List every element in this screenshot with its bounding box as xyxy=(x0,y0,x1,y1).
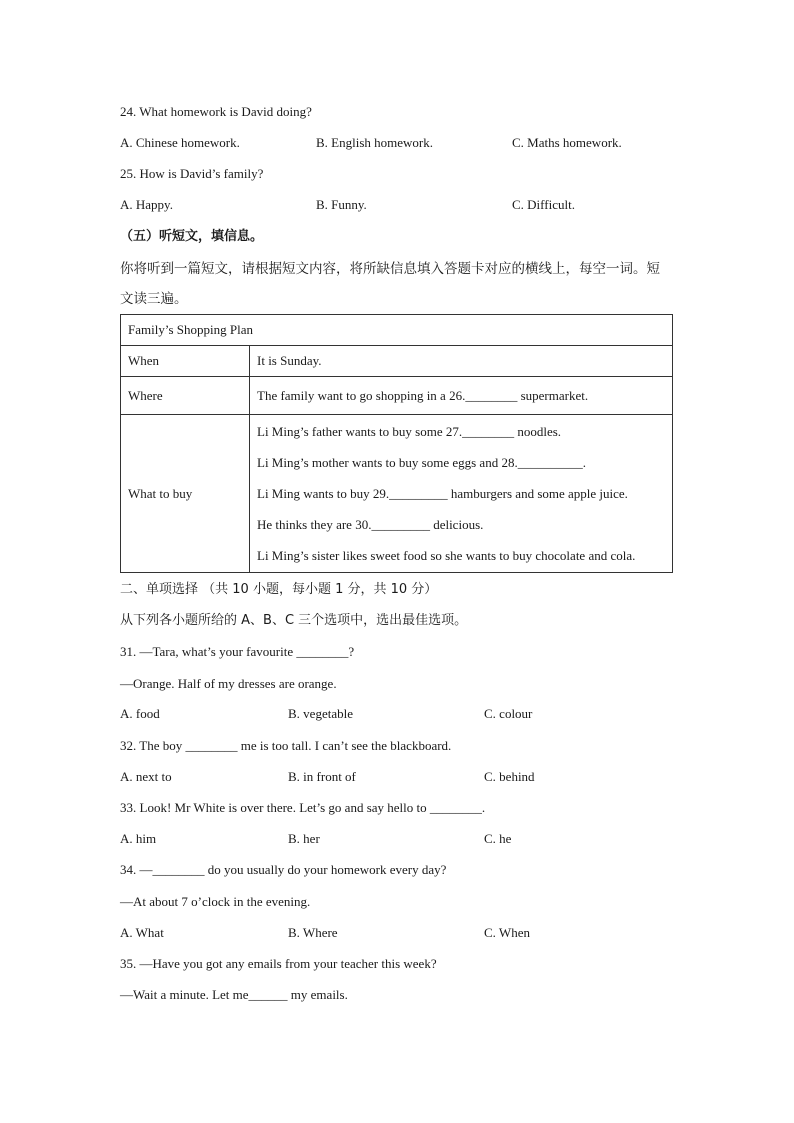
table-row xyxy=(121,415,673,573)
q24-option-c: C. Maths homework. xyxy=(512,135,622,150)
question-31: 31. —Tara, what’s your favourite ________? xyxy=(120,644,355,659)
q33-option-c: C. he xyxy=(484,831,512,846)
section-5-instruction-2: 文读三遍。 xyxy=(120,291,188,307)
buy-line-29: Li Ming wants to buy 29._________ hamburgers and some apple juice. xyxy=(257,485,628,501)
where-value: The family want to go shopping in a 26.________ supermarket. xyxy=(250,377,673,415)
q34-option-b: B. Where xyxy=(288,925,338,940)
part-2-heading: 二、单项选择 （共 10 小题，每小题 1 分，共 10 分） xyxy=(120,582,438,597)
q33-option-a: A. him xyxy=(120,831,157,846)
question-34: 34. —________ do you usually do your homework every day? xyxy=(120,862,447,877)
table-row xyxy=(121,346,673,377)
q34-option-a: A. What xyxy=(120,925,164,940)
q32-option-b: B. in front of xyxy=(288,769,356,784)
what-to-buy-cell xyxy=(250,415,673,573)
question-33: 33. Look! Mr White is over there. Let’s go and say hello to ________. xyxy=(120,800,486,815)
buy-line-27: Li Ming’s father wants to buy some 27.________ noodles. xyxy=(257,423,562,439)
q25-option-b: B. Funny. xyxy=(316,197,367,212)
q24-option-a: A. Chinese homework. xyxy=(120,135,240,150)
q34-option-c: C. When xyxy=(484,925,530,940)
q25-option-c: C. Difficult. xyxy=(512,197,575,212)
q25-option-a: A. Happy. xyxy=(120,197,173,212)
question-25: 25. How is David’s family? xyxy=(120,166,264,181)
q31-option-c: C. colour xyxy=(484,706,533,721)
question-32: 32. The boy ________ me is too tall. I can’t see the blackboard. xyxy=(120,738,452,753)
part-2-instruction: 从下列各小题所给的 A、B、C 三个选项中，选出最佳选项。 xyxy=(120,613,468,628)
section-5-instruction-1: 你将听到一篇短文，请根据短文内容，将所缺信息填入答题卡对应的横线上，每空一词。短 xyxy=(120,261,660,277)
shopping-plan-table xyxy=(120,314,673,573)
table-title: Family’s Shopping Plan xyxy=(121,315,673,346)
buy-line-28: Li Ming’s mother wants to buy some eggs and 28.__________. xyxy=(257,454,586,470)
when-value: It is Sunday. xyxy=(250,346,673,377)
question-34-answer: —At about 7 o’clock in the evening. xyxy=(120,894,311,909)
buy-line-30: He thinks they are 30._________ delicious. xyxy=(257,517,484,533)
when-label: When xyxy=(121,346,250,377)
table-row xyxy=(121,377,673,415)
question-24: 24. What homework is David doing? xyxy=(120,104,312,119)
question-31-answer: —Orange. Half of my dresses are orange. xyxy=(120,676,337,691)
q31-option-a: A. food xyxy=(120,706,160,721)
where-label: Where xyxy=(121,377,250,415)
question-35-answer: —Wait a minute. Let me______ my emails. xyxy=(120,987,348,1002)
section-5-heading: （五）听短文，填信息。 xyxy=(120,229,264,244)
buy-line-sister: Li Ming’s sister likes sweet food so she wants to buy chocolate and cola. xyxy=(257,548,636,564)
q32-option-c: C. behind xyxy=(484,769,535,784)
q24-option-b: B. English homework. xyxy=(316,135,433,150)
q31-option-b: B. vegetable xyxy=(288,706,353,721)
q33-option-b: B. her xyxy=(288,831,320,846)
what-to-buy-label: What to buy xyxy=(121,415,250,573)
question-35: 35. —Have you got any emails from your teacher this week? xyxy=(120,956,437,971)
q32-option-a: A. next to xyxy=(120,769,172,784)
